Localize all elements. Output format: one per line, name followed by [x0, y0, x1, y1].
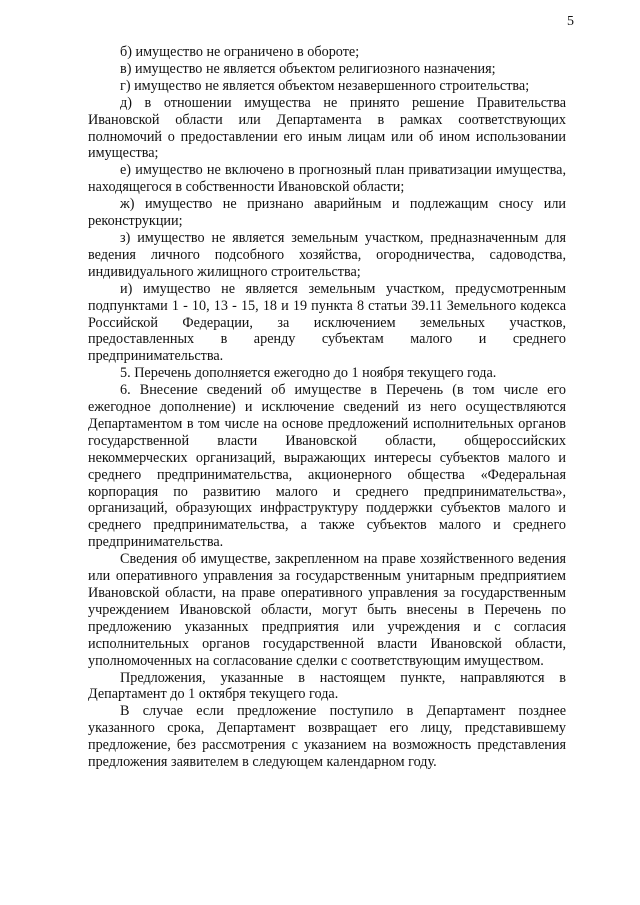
document-body [88, 44, 566, 771]
paragraph-d: д) в отношении имущества не принято решение Правительства Ивановской области или Департамента в рамках соответствующих полномочий о предоставлении его иным лицам или об ином использовании имущества; [88, 94, 566, 162]
paragraph-v: в) имущество не является объектом религиозного назначения; [120, 60, 496, 77]
paragraph-6: 6. Внесение сведений об имуществе в Перечень (в том числе его ежегодное дополнение) и исключение сведений из него осуществляются Департаментом в том числе на основе предложений исполнительных органов государственной власти Ивановской области, общероссийских некоммерческих организаций, выражающих интересы субъектов малого и среднего предпринимательства, акционерного общества «Федеральная корпорация по развитию малого и среднего предпринимательства», организаций, образующих инфраструктуру поддержки субъектов малого и среднего предпринимательства, а также субъектов малого и среднего предпринимательства. [88, 382, 566, 551]
paragraph-b: б) имущество не ограничено в обороте; [120, 44, 360, 60]
paragraph-zh: ж) имущество не признано аварийным и подлежащим сносу или реконструкции; [88, 196, 566, 230]
paragraph-e: е) имущество не включено в прогнозный план приватизации имущества, находящегося в собственности Ивановской области; [88, 162, 566, 196]
paragraph-6-deadline: Предложения, указанные в настоящем пункте, направляются в Департамент до 1 октября текущего года. [88, 669, 566, 703]
paragraph-6-info: Сведения об имуществе, закрепленном на праве хозяйственного ведения или оперативного управления за государственным унитарным предприятием Ивановской области, на праве оперативного управления за государственным учреждением Ивановской области, могут быть внесены в Перечень по предложению указанных предприятия или учреждения и с согласия исполнительных органов государственной власти Ивановской области, уполномоченных на согласование сделки с соответствующим имуществом. [88, 551, 566, 669]
paragraph-z: з) имущество не является земельным участком, предназначенным для ведения личного подсобного хозяйства, огородничества, садоводства, индивидуального жилищного строительства; [88, 229, 566, 280]
paragraph-6-late: В случае если предложение поступило в Департамент позднее указанного срока, Департамент возвращает его лицу, представившему предложение, без рассмотрения с указанием на возможность представления предложения заявителем в следующем календарном году. [88, 703, 566, 771]
page-number: 5 [567, 14, 574, 29]
paragraph-5: 5. Перечень дополняется ежегодно до 1 ноября текущего года. [120, 365, 497, 382]
paragraph-i: и) имущество не является земельным участком, предусмотренным подпунктами 1 - 10, 13 - 15, 18 и 19 пункта 8 статьи 39.11 Земельного кодекса Российской Федерации, за исключением земельных участков, предоставленных в аренду субъектам малого и среднего предпринимательства. [88, 280, 566, 365]
paragraph-g: г) имущество не является объектом незавершенного строительства; [120, 77, 530, 94]
